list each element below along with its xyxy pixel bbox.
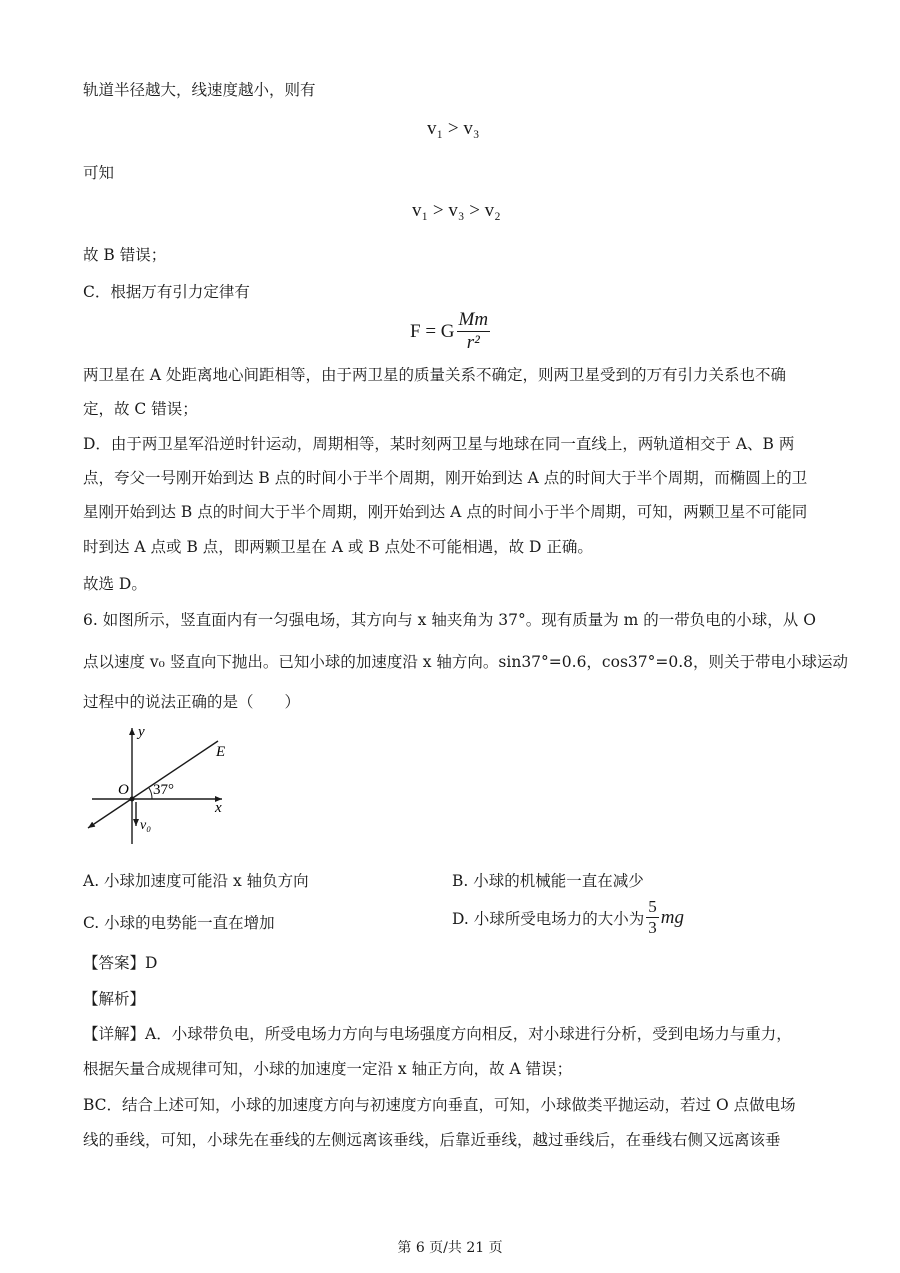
choice-d-tail: mg	[660, 906, 684, 928]
choice-b: B. 小球的机械能一直在减少	[452, 872, 644, 890]
angle-arc	[149, 788, 152, 799]
question-text: 过程中的说法正确的是（ ）	[83, 693, 301, 711]
question-text: 6. 如图所示，竖直面内有一匀强电场，其方向与 x 轴夹角为 37°。现有质量为 m 的一带负电的小球，从 O	[83, 611, 816, 629]
text-line: 故选 D。	[83, 575, 147, 593]
choice-d	[452, 897, 684, 938]
text-line: 星刚开始到达 B 点的时间大于半个周期，刚开始到达 A 点的时间小于半个周期，可知，两颗卫星不可能同	[83, 503, 808, 521]
text-line: 轨道半径越大，线速度越小，则有	[83, 81, 316, 99]
choice-d-fraction	[646, 897, 659, 938]
detail-text: 根据矢量合成规律可知，小球的加速度一定沿 x 轴正方向，故 A 错误；	[83, 1060, 573, 1078]
text-line: 时到达 A 点或 B 点，即两颗卫星在 A 或 B 点处不可能相遇，故 D 正确。	[83, 538, 593, 556]
text-line: 定，故 C 错误；	[83, 400, 198, 418]
origin-point	[130, 797, 135, 802]
field-label-e: E	[216, 744, 226, 760]
x-axis-label: x	[215, 800, 222, 816]
equation-velocity-order: v₁ > v₃ > v₂	[412, 200, 501, 221]
text-line: 点，夸父一号刚开始到达 B 点的时间小于半个周期，刚开始到达 A 点的时间大于半个周期，而椭圆上的卫	[83, 469, 808, 487]
y-axis-label: y	[138, 724, 145, 740]
text-line: 可知	[83, 164, 115, 182]
electric-field-diagram	[80, 722, 240, 852]
velocity-label: v₀	[140, 818, 152, 833]
detail-text: BC．结合上述可知，小球的加速度方向与初速度方向垂直，可知，小球做类平抛运动，若过 O 点做电场	[83, 1096, 796, 1114]
equation-denominator: r²	[466, 332, 480, 353]
text-line: D．由于两卫星军沿逆时针运动，周期相等，某时刻两卫星与地球在同一直线上，两轨道相交于 A、B 两	[83, 435, 795, 453]
angle-label: 37°	[153, 782, 174, 798]
page-number: 第 6 页/共 21 页	[397, 1240, 503, 1256]
choice-c: C. 小球的电势能一直在增加	[83, 914, 275, 932]
equation-fraction	[457, 309, 491, 354]
text-line: 两卫星在 A 处距离地心间距相等，由于两卫星的质量关系不确定，则两卫星受到的万有引力关系也不确	[83, 366, 787, 384]
answer-text: 【答案】D	[83, 954, 158, 972]
detail-text: 线的垂线，可知，小球先在垂线的左侧远离该垂线，后靠近垂线，越过垂线后，在垂线右侧又远离该垂	[83, 1131, 781, 1149]
equation-numerator: Mm	[458, 309, 489, 330]
detail-text: 【详解】A．小球带负电，所受电场力方向与电场强度方向相反，对小球进行分析，受到电场力与重力，	[83, 1025, 792, 1043]
choice-d-text: D. 小球所受电场力的大小为	[452, 909, 645, 928]
choice-d-denominator: 3	[648, 918, 657, 937]
choice-a: A. 小球加速度可能沿 x 轴负方向	[83, 872, 309, 890]
text-line: 故 B 错误；	[83, 246, 167, 264]
equation-v1-gt-v3: v₁ > v₃	[427, 118, 480, 139]
equation-gravitation	[410, 309, 492, 354]
text-line: C．根据万有引力定律有	[83, 283, 250, 301]
origin-label: O	[118, 782, 129, 798]
choice-d-numerator: 5	[648, 897, 657, 916]
equation-lhs: F = G	[410, 320, 455, 342]
question-text: 点以速度 v₀ 竖直向下抛出。已知小球的加速度沿 x 轴方向。sin37°=0.6，cos37°=0.8，则关于带电小球运动	[83, 653, 849, 671]
analysis-heading: 【解析】	[83, 990, 146, 1008]
